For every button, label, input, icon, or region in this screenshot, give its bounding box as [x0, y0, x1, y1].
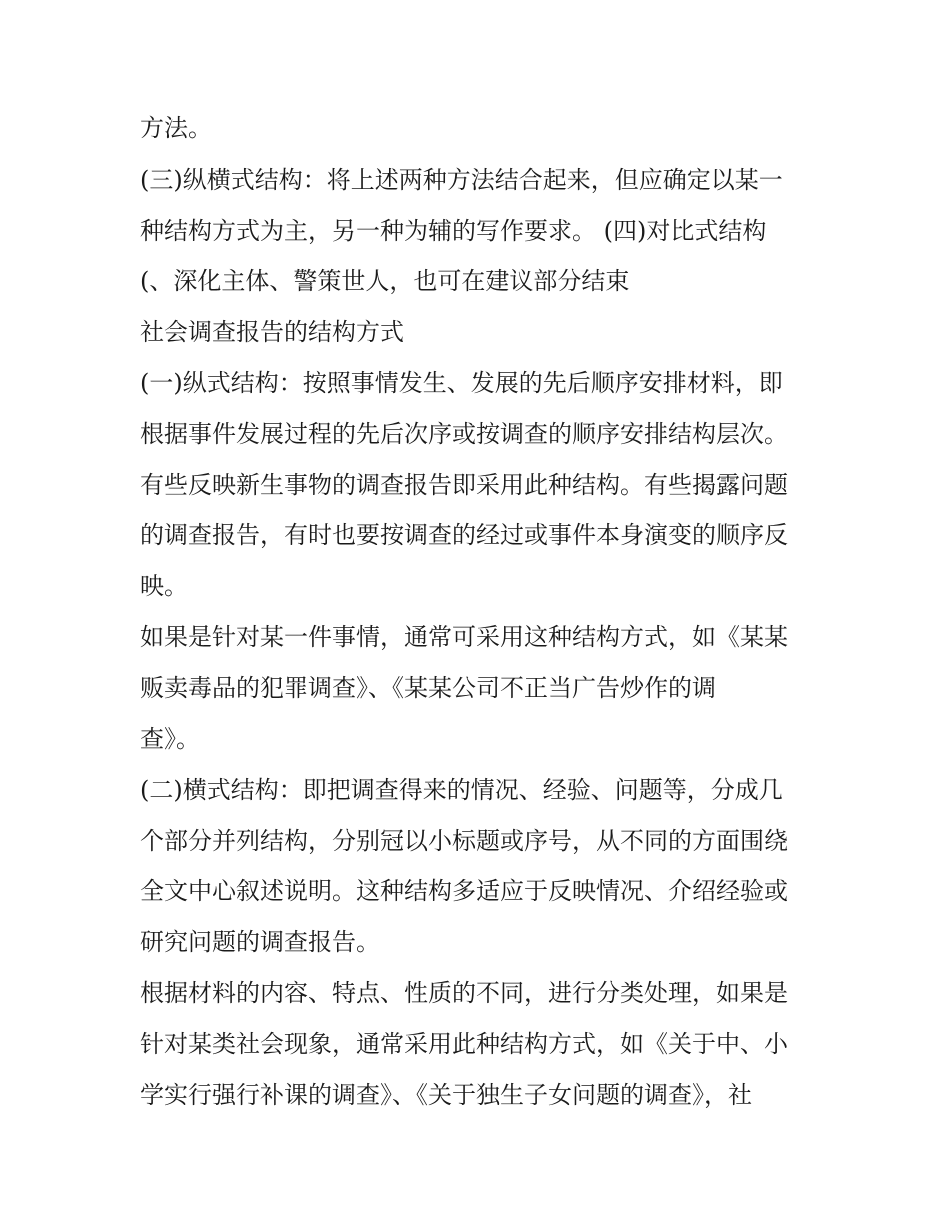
text-line: 贩卖毒品的犯罪调查》、《某某公司不正当广告炒作的调 — [140, 674, 716, 702]
text-line: 针对某类社会现象，通常采用此种结构方式，如《关于中、小 — [140, 1030, 788, 1058]
text-line: 根据事件发展过程的先后次序或按调查的顺序安排结构层次。 — [140, 420, 788, 448]
text-line: 映。 — [140, 572, 188, 600]
text-line: 的调查报告，有时也要按调查的经过或事件本身演变的顺序反 — [140, 521, 788, 549]
text-line: (、深化主体、警策世人，也可在建议部分结束 — [140, 267, 630, 295]
text-line: (三)纵横式结构：将上述两种方法结合起来，但应确定以某一 — [140, 166, 783, 194]
text-line: 研究问题的调查报告。 — [140, 928, 380, 956]
text-line: 如果是针对某一件事情，通常可采用这种结构方式，如《某某 — [140, 623, 788, 651]
text-line: 有些反映新生事物的调查报告即采用此种结构。有些揭露问题 — [140, 471, 788, 499]
text-line: (一)纵式结构：按照事情发生、发展的先后顺序安排材料，即 — [140, 369, 783, 397]
text-line: 个部分并列结构，分别冠以小标题或序号，从不同的方面围绕 — [140, 827, 788, 855]
text-line: 种结构方式为主，另一种为辅的写作要求。 (四)对比式结构 — [140, 217, 767, 245]
text-line: (二)横式结构：即把调查得来的情况、经验、问题等，分成几 — [140, 776, 783, 804]
text-line: 全文中心叙述说明。这种结构多适应于反映情况、介绍经验或 — [140, 877, 788, 905]
text-line: 学实行强行补课的调查》、《关于独生子女问题的调查》，社 — [140, 1081, 752, 1109]
text-line: 查》。 — [140, 725, 200, 753]
text-line: 方法。 — [140, 114, 212, 142]
text-line: 根据材料的内容、特点、性质的不同，进行分类处理，如果是 — [140, 979, 788, 1007]
section-heading: 社会调查报告的结构方式 — [140, 318, 404, 346]
